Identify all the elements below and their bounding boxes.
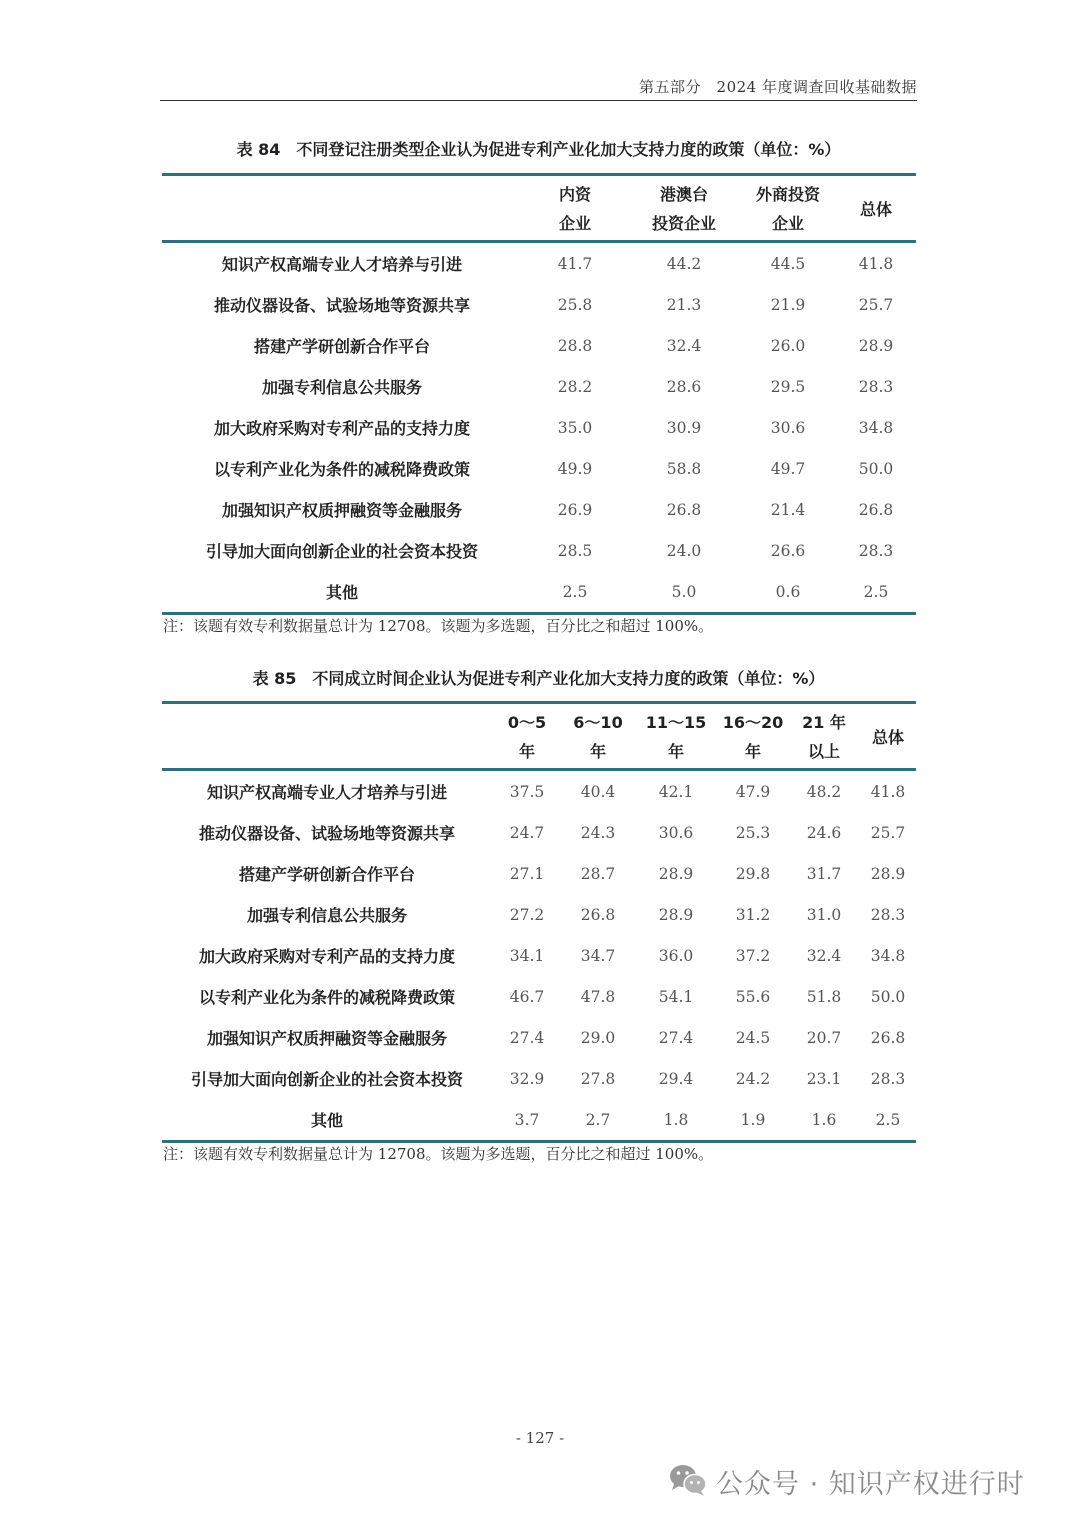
cell: 28.5	[557, 541, 593, 560]
cell: 34.8	[858, 418, 894, 437]
cell: 26.8	[870, 1028, 906, 1047]
cell: 47.8	[580, 987, 616, 1006]
cell: 34.7	[580, 946, 616, 965]
row-label: 搭建产学研创新合作平台	[253, 337, 430, 356]
table-row	[162, 325, 916, 366]
cell: 34.8	[870, 946, 906, 965]
cell: 26.6	[770, 541, 806, 560]
cell: 50.0	[858, 459, 894, 478]
cell: 24.6	[806, 823, 842, 842]
table-84-note: 注：该题有效专利数据量总计为 12708。该题为多选题，百分比之和超过 100%。	[163, 617, 714, 635]
cell: 26.8	[580, 905, 616, 924]
running-header	[160, 76, 917, 101]
col-header: 21 年 以上	[802, 713, 846, 761]
cell: 5.0	[671, 582, 697, 601]
cell: 51.8	[806, 987, 842, 1006]
watermark-text: 公众号 · 知识产权进行时	[716, 1469, 1025, 1500]
cell: 31.0	[806, 905, 842, 924]
cell: 41.7	[557, 254, 593, 273]
cell: 29.5	[770, 377, 806, 396]
cell: 20.7	[806, 1028, 842, 1047]
cell: 48.2	[806, 782, 842, 801]
cell: 28.9	[658, 905, 694, 924]
cell: 24.2	[735, 1069, 771, 1088]
table-row	[162, 366, 916, 407]
page-number: - 127 -	[515, 1429, 565, 1447]
cell: 28.9	[858, 336, 894, 355]
table-row	[162, 407, 916, 448]
row-label: 知识产权高端专业人才培养与引进	[221, 255, 462, 274]
cell: 46.7	[509, 987, 545, 1006]
table-row	[162, 812, 916, 853]
cell: 28.9	[870, 864, 906, 883]
col-header: 总体	[871, 727, 904, 747]
cell: 28.3	[870, 905, 906, 924]
cell: 54.1	[658, 987, 694, 1006]
cell: 36.0	[658, 946, 694, 965]
cell: 30.6	[770, 418, 806, 437]
table-row	[162, 284, 916, 325]
cell: 28.3	[858, 541, 894, 560]
cell: 47.9	[735, 782, 771, 801]
cell: 27.4	[509, 1028, 545, 1047]
cell: 44.2	[666, 254, 702, 273]
table-row	[162, 1017, 916, 1058]
col-header: 港澳台 投资企业	[651, 185, 716, 233]
cell: 42.1	[658, 782, 694, 801]
cell: 28.3	[870, 1069, 906, 1088]
cell: 29.0	[580, 1028, 616, 1047]
row-label: 加强知识产权质押融资等金融服务	[221, 501, 462, 520]
col-header: 6～10 年	[573, 713, 623, 761]
cell: 23.1	[806, 1069, 842, 1088]
cell: 28.9	[658, 864, 694, 883]
row-label: 加强专利信息公共服务	[246, 906, 407, 925]
cell: 31.2	[735, 905, 771, 924]
section-title: 第五部分 2024 年度调查回收基础数据	[639, 78, 917, 96]
cell: 24.0	[666, 541, 702, 560]
cell: 32.9	[509, 1069, 545, 1088]
cell: 25.7	[858, 295, 894, 314]
table-85-caption: 表 85 不同成立时间企业认为促进专利产业化加大支持力度的政策（单位：%）	[252, 669, 825, 688]
table-row	[162, 976, 916, 1017]
table-row	[162, 853, 916, 894]
header-empty	[162, 175, 522, 242]
cell: 26.9	[557, 500, 593, 519]
table-row	[162, 935, 916, 976]
cell: 30.9	[666, 418, 702, 437]
cell: 0.6	[775, 582, 801, 601]
cell: 32.4	[806, 946, 842, 965]
table-row	[162, 448, 916, 489]
table-row	[162, 1099, 916, 1142]
row-label: 以专利产业化为条件的减税降费政策	[198, 988, 455, 1007]
row-label: 加强知识产权质押融资等金融服务	[206, 1029, 447, 1048]
table-row	[162, 770, 916, 813]
table-84	[162, 173, 916, 615]
cell: 27.2	[509, 905, 545, 924]
row-label: 加强专利信息公共服务	[261, 378, 422, 397]
row-label: 引导加大面向创新企业的社会资本投资	[205, 542, 478, 561]
cell: 58.8	[666, 459, 702, 478]
col-header: 总体	[859, 199, 892, 219]
cell: 26.8	[858, 500, 894, 519]
row-label: 推动仪器设备、试验场地等资源共享	[213, 296, 470, 315]
col-header: 外商投资 企业	[755, 185, 820, 233]
table-84-header-row	[162, 175, 916, 242]
cell: 28.2	[557, 377, 593, 396]
cell: 41.8	[870, 782, 906, 801]
cell: 3.7	[514, 1110, 540, 1129]
cell: 28.7	[580, 864, 616, 883]
cell: 25.3	[735, 823, 771, 842]
table-row	[162, 489, 916, 530]
cell: 2.5	[863, 582, 889, 601]
cell: 31.7	[806, 864, 842, 883]
cell: 28.3	[858, 377, 894, 396]
col-header: 11～15 年	[645, 713, 707, 761]
table-85-note: 注：该题有效专利数据量总计为 12708。该题为多选题，百分比之和超过 100%。	[163, 1145, 714, 1163]
cell: 34.1	[509, 946, 545, 965]
cell: 49.7	[770, 459, 806, 478]
cell: 2.7	[585, 1110, 611, 1129]
cell: 41.8	[858, 254, 894, 273]
cell: 29.4	[658, 1069, 694, 1088]
cell: 21.4	[770, 500, 806, 519]
cell: 24.5	[735, 1028, 771, 1047]
table-row	[162, 1058, 916, 1099]
table-row	[162, 894, 916, 935]
row-label: 其他	[325, 583, 358, 602]
cell: 2.5	[875, 1110, 901, 1129]
cell: 32.4	[666, 336, 702, 355]
col-header: 0～5 年	[507, 713, 547, 761]
row-label: 加大政府采购对专利产品的支持力度	[213, 419, 470, 438]
cell: 27.1	[509, 864, 545, 883]
cell: 25.7	[870, 823, 906, 842]
cell: 2.5	[562, 582, 588, 601]
cell: 25.8	[557, 295, 593, 314]
cell: 35.0	[557, 418, 593, 437]
cell: 28.6	[666, 377, 702, 396]
cell: 44.5	[770, 254, 806, 273]
cell: 21.9	[770, 295, 806, 314]
table-84-caption: 表 84 不同登记注册类型企业认为促进专利产业化加大支持力度的政策（单位：%）	[236, 140, 841, 159]
cell: 27.8	[580, 1069, 616, 1088]
row-label: 知识产权高端专业人才培养与引进	[206, 783, 447, 802]
cell: 50.0	[870, 987, 906, 1006]
cell: 28.8	[557, 336, 593, 355]
cell: 29.8	[735, 864, 771, 883]
row-label: 推动仪器设备、试验场地等资源共享	[198, 824, 455, 843]
cell: 37.2	[735, 946, 771, 965]
cell: 1.8	[663, 1110, 689, 1129]
row-label: 引导加大面向创新企业的社会资本投资	[190, 1070, 463, 1089]
row-label: 搭建产学研创新合作平台	[238, 865, 415, 884]
cell: 27.4	[658, 1028, 694, 1047]
cell: 24.7	[509, 823, 545, 842]
row-label: 加大政府采购对专利产品的支持力度	[198, 947, 455, 966]
table-row	[162, 242, 916, 285]
table-row	[162, 530, 916, 571]
table-85-header-row	[162, 703, 916, 770]
row-label: 其他	[310, 1111, 343, 1130]
cell: 40.4	[580, 782, 616, 801]
cell: 1.9	[740, 1110, 766, 1129]
cell: 1.6	[811, 1110, 837, 1129]
table-row	[162, 571, 916, 614]
wechat-icon	[668, 1463, 708, 1501]
cell: 55.6	[735, 987, 771, 1006]
cell: 24.3	[580, 823, 616, 842]
col-header: 内资 企业	[558, 185, 591, 233]
cell: 21.3	[666, 295, 702, 314]
col-header: 16～20 年	[722, 713, 784, 761]
cell: 26.8	[666, 500, 702, 519]
table-85	[162, 701, 916, 1143]
row-label: 以专利产业化为条件的减税降费政策	[213, 460, 470, 479]
cell: 49.9	[557, 459, 593, 478]
cell: 37.5	[509, 782, 545, 801]
header-empty	[162, 703, 492, 770]
watermark	[668, 1462, 1025, 1501]
cell: 26.0	[770, 336, 806, 355]
cell: 30.6	[658, 823, 694, 842]
